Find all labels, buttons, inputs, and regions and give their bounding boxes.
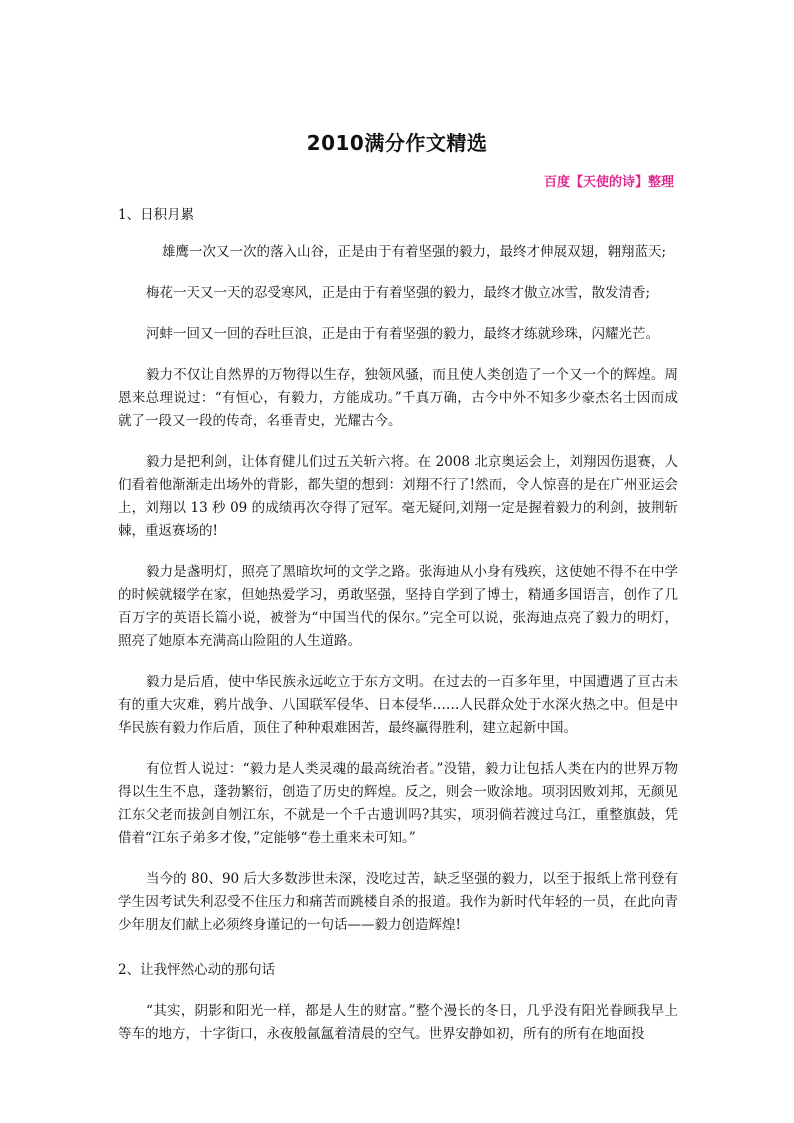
body-paragraph: 毅力是后盾，使中华民族永远屹立于东方文明。在过去的一百多年里，中国遭遇了亘古未有的重大灾难，鸦片战争、八国联军侵华、日本侵华……人民群众处于水深火热之中。但是中华民族有毅力作后盾，顶住了种种艰难困苦，最终赢得胜利，建立起新中国。 [118,674,678,736]
document-title: 2010满分作文精选 [306,131,488,155]
body-paragraph: 河蚌一回又一回的吞吐巨浪，正是由于有着坚强的毅力，最终才练就珍珠，闪耀光芒。 [146,326,659,342]
body-paragraph: 梅花一天又一天的忍受寒风，正是由于有着坚强的毅力，最终才傲立冰雪，散发清香; [146,285,651,301]
body-paragraph: 有位哲人说过：“毅力是人类灵魂的最高统治者。”没错，毅力让包括人类在内的世界万物得以生生不息，蓬勃繁衍，创造了历史的辉煌。反之，则会一败涂地。项羽因败刘邦，无颜见江东父老而拔剑自刎江东，不就是一个千古遗训吗?其实，项羽倘若渡过乌江，重整旗鼓，凭借着“江东子弟多才俊，”定能够“卷土重来未可知。” [118,761,678,846]
body-paragraph: 毅力是盏明灯，照亮了黑暗坎坷的文学之路。张海迪从小身有残疾，这使她不得不在中学的时候就辍学在家，但她热爱学习，勇敢坚强，坚持自学到了博士，精通多国语言，创作了几百万字的英语长篇小说，被誉为“中国当代的保尔。”完全可以说，张海迪点亮了毅力的明灯，照亮了她原本充满高山险阻的人生道路。 [118,564,678,649]
section-heading: 2、让我怦然心动的那句话 [118,962,276,978]
body-paragraph: “其实，阴影和阳光一样，都是人生的财富。”整个漫长的冬日，几乎没有阳光眷顾我早上等车的地方，十字街口，永夜般氤氲着清晨的空气。世界安静如初，所有的所有在地面投 [118,1003,678,1042]
section-heading: 1、日积月累 [118,207,195,223]
document-credit: 百度【天使的诗】整理 [543,175,674,190]
body-paragraph: 毅力是把利剑，让体育健儿们过五关斩六将。在 2008 北京奥运会上，刘翔因伤退赛，人们看着他渐渐走出场外的背影，都失望的想到：刘翔不行了!然而，令人惊喜的是在广州亚运会上，刘翔以 13 秒 09 的成绩再次夺得了冠军。毫无疑问,刘翔一定是握着毅力的利剑，披荆斩棘，重返赛场的! [118,454,678,539]
body-paragraph: 当今的 80、90 后大多数涉世未深，没吃过苦，缺乏坚强的毅力，以至于报纸上常刊登有学生因考试失利忍受不住压力和痛苦而跳楼自杀的报道。我作为新时代年轻的一员，在此向青少年朋友们献上必须终身谨记的一句话——毅力创造辉煌! [118,871,678,933]
body-paragraph: 毅力不仅让自然界的万物得以生存，独领风骚，而且使人类创造了一个又一个的辉煌。周恩来总理说过：“有恒心，有毅力，方能成功。”千真万确，古今中外不知多少豪杰名士因而成就了一段又一段的传奇，名垂青史，光耀古今。 [118,367,678,429]
document-body [118,200,678,1046]
body-paragraph: 雄鹰一次又一次的落入山谷，正是由于有着坚强的毅力，最终才伸展双翅，翱翔蓝天; [162,244,667,260]
